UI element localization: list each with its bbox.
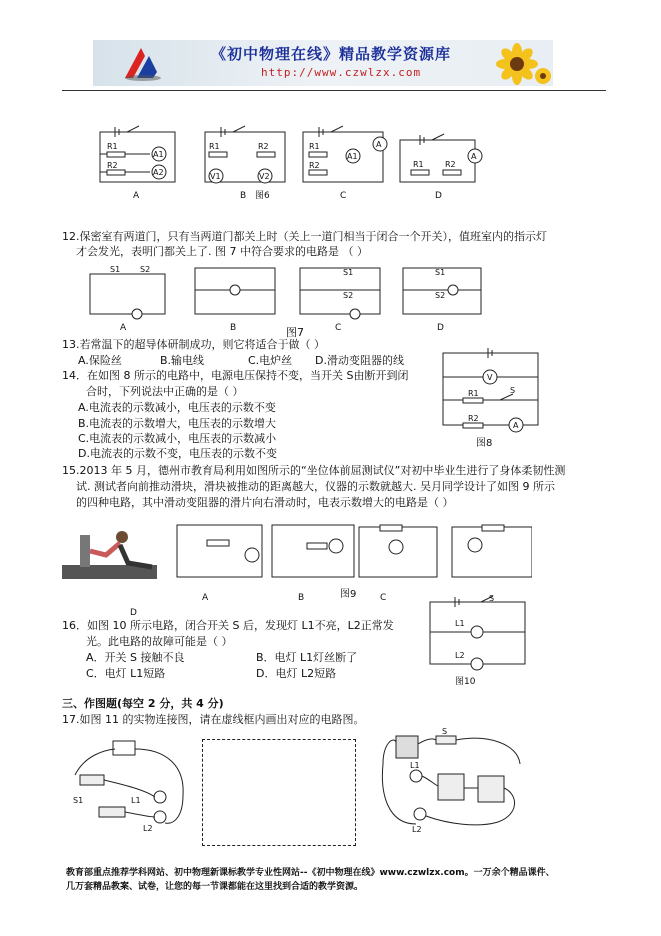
- fig6-b-r2-label: R2: [258, 142, 269, 151]
- fig6-c-a-label: A: [376, 140, 382, 149]
- fig7-option-a: A: [120, 323, 127, 333]
- fig6-c-r2-label: R2: [309, 161, 320, 170]
- fig6-r1-label: R1: [107, 142, 118, 151]
- fig9-option-d: D: [130, 608, 137, 615]
- q14-option-c: C.电流表的示数减小，电压表的示数减小: [78, 432, 277, 445]
- site-banner: [93, 40, 553, 86]
- figure-8: [438, 345, 548, 455]
- fig6-d-r2-label: R2: [445, 160, 456, 169]
- fig6-option-d: D: [435, 191, 442, 201]
- fig6-a1-label: A1: [153, 150, 164, 159]
- fig7-a-s2: S2: [140, 265, 151, 274]
- fig6-c-r1-label: R1: [309, 142, 320, 151]
- fig11-right-l1-label: L1: [410, 761, 420, 770]
- answer-dashed-box[interactable]: [202, 739, 356, 846]
- fig6-d-r1-label: R1: [413, 160, 424, 169]
- q13-option-c: C.电炉丝: [248, 354, 293, 367]
- fig9-caption: 图9: [340, 589, 357, 600]
- fig11-l2-label: L2: [143, 824, 153, 833]
- q15-line1: 15.2013 年 5 月，德州市教育局利用如图所示的“坐位体前屈测试仪”对初中毕业生进行了身体柔韧性测: [62, 464, 566, 477]
- flexibility-tester-photo: [62, 531, 157, 579]
- fig11-right-l2-label: L2: [412, 825, 422, 834]
- sunflower-icon: [483, 42, 551, 86]
- q16-option-a: A．开关 S 接触不良: [86, 651, 185, 664]
- q16-option-c: C．电灯 L1短路: [86, 667, 166, 680]
- fig11-s1-label: S1: [73, 796, 84, 805]
- banner-title: 《初中物理在线》精品教学资源库: [211, 45, 452, 63]
- fig11-l1-label: L1: [131, 796, 141, 805]
- site-logo-icon: [121, 44, 161, 82]
- fig6-v1-label: V1: [210, 172, 221, 181]
- fig7-c-s1: S1: [343, 268, 354, 277]
- q14-option-b: B.电流表的示数增大，电压表的示数增大: [78, 417, 277, 430]
- figure-10: [425, 592, 533, 686]
- q13-option-d: D.滑动变阻器的线: [315, 354, 404, 367]
- q15-line2: 试. 测试者向前推动滑块，滑块被推动的距离越大，仪器的示数就越大. 吴月同学设计了如图 9 所示: [76, 480, 555, 493]
- figure-6: [95, 118, 495, 203]
- q16-option-b: B．电灯 L1灯丝断了: [256, 651, 358, 664]
- q13-option-b: B.输电线: [160, 354, 205, 367]
- fig11-right-s-label: S: [442, 727, 448, 736]
- figure-11-right: [378, 724, 528, 839]
- fig7-d-s1: S1: [435, 268, 446, 277]
- fig6-v2-label: V2: [259, 172, 270, 181]
- fig7-option-c: C: [335, 323, 342, 333]
- fig7-option-d: D: [437, 323, 444, 333]
- q14-option-a: A.电流表的示数减小，电压表的示数不变: [78, 401, 276, 414]
- q16-option-d: D．电灯 L2短路: [256, 667, 337, 680]
- header-divider: [62, 90, 606, 91]
- fig8-caption: 图8: [476, 438, 493, 449]
- fig9-option-c: C: [380, 593, 387, 603]
- section3-title: 三、作图题(每空 2 分，共 4 分): [62, 697, 224, 710]
- fig6-r2-label: R2: [107, 161, 118, 170]
- fig7-c-s2: S2: [343, 291, 354, 300]
- fig8-r2-label: R2: [468, 414, 479, 423]
- fig6-option-b: B: [240, 191, 247, 201]
- footer-line1: 教育部重点推荐学科网站、初中物理新课标教学专业性网站--《初中物理在线》www.czwlzx.com。一万余个精品课件、: [66, 868, 555, 878]
- fig6-option-a: A: [133, 191, 140, 201]
- q12-line1: 12.保密室有两道门，只有当两道门都关上时（关上一道门相当于闭合一个开关），值班室内的指示灯: [62, 230, 547, 243]
- fig7-option-b: B: [230, 323, 237, 333]
- q14-option-d: D.电流表的示数不变，电压表的示数不变: [78, 447, 277, 460]
- fig9-option-b: B: [298, 593, 305, 603]
- q15-line3: 的四种电路，其中滑动变阻器的滑片向右滑动时，电表示数增大的电路是（ ）: [76, 496, 454, 509]
- q16-line2: 光。此电路的故障可能是（ ）: [86, 635, 233, 648]
- fig6-caption: 图6: [255, 191, 270, 201]
- q14-line2: 合时，下列说法中正确的是（ ）: [86, 385, 244, 398]
- fig6-a2-label: A2: [153, 168, 164, 177]
- q13-option-a: A.保险丝: [78, 354, 122, 367]
- fig6-c-a1-label: A1: [347, 152, 358, 161]
- fig8-r1-label: R1: [468, 389, 479, 398]
- figure-11-left: [65, 735, 195, 835]
- fig8-s-label: S: [510, 386, 516, 395]
- fig6-option-c: C: [340, 191, 347, 201]
- fig7-a-s1: S1: [110, 265, 121, 274]
- figure-7: [85, 262, 485, 340]
- fig6-d-a-label: A: [471, 152, 477, 161]
- fig6-b-r1-label: R1: [209, 142, 220, 151]
- fig7-caption: 图7: [286, 326, 304, 339]
- banner-url: http://www.czwlzx.com: [261, 66, 422, 79]
- q12-line2: 才会发光，表明门都关上了. 图 7 中符合要求的电路是 （ ）: [76, 245, 368, 258]
- fig8-a-label: A: [513, 421, 519, 430]
- q14-line1: 14．在如图 8 所示的电路中，电源电压保持不变，当开关 S由断开到闭: [62, 369, 409, 382]
- q16-line1: 16．如图 10 所示电路，闭合开关 S 后，发现灯 L1不亮，L2正常发: [62, 619, 394, 632]
- fig10-l1-label: L1: [455, 619, 465, 628]
- q13-stem: 13.若常温下的超导体研制成功，则它将适合于做（ ）: [62, 338, 325, 351]
- fig8-v-label: V: [487, 373, 493, 382]
- fig7-d-s2: S2: [435, 291, 446, 300]
- q17-stem: 17.如图 11 的实物连接图，请在虚线框内画出对应的电路图。: [62, 713, 365, 726]
- fig9-option-a: A: [202, 593, 209, 603]
- fig10-caption: 图10: [455, 677, 476, 686]
- fig10-l2-label: L2: [455, 651, 465, 660]
- fig10-s-label: S: [489, 594, 495, 603]
- footer-line2: 几万套精品教案、试卷，让您的每一节课都能在这里找到合适的教学资源。: [66, 882, 364, 892]
